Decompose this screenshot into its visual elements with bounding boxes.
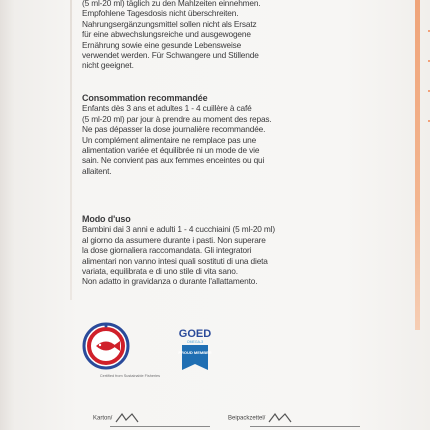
text-line: Ernährung sowie eine gesunde Lebensweise xyxy=(82,39,242,50)
text-line: für eine abwechslungsreiche und ausgewogene xyxy=(82,29,251,40)
text-line: sain. Ne convient pas aux femmes enceintes ou qui xyxy=(82,155,265,166)
goed-wordmark: GOED xyxy=(178,328,212,340)
text-line: allaitent. xyxy=(82,165,112,176)
text-line: variata, equilibrata e di uno stile di vita sano. xyxy=(82,266,238,277)
text-line: alimentari non vanno intesi quali sostituti di una dieta xyxy=(82,255,268,266)
goed-sub: OMEGA-3 xyxy=(186,340,204,344)
text-line: la dose giornaliera raccomandata. Gli integratori xyxy=(82,245,252,256)
recycling-label: Karton/ xyxy=(93,415,113,422)
text-line: Ne pas dépasser la dose journalière recommandée. xyxy=(82,124,266,135)
italian-usage-text xyxy=(82,214,412,287)
french-usage-text xyxy=(82,93,412,176)
text-line: Nahrungsergänzungsmittel sollen nicht als Ersatz xyxy=(82,18,257,29)
text-line: Non adatto in gravidanza o durante l'allattamento. xyxy=(82,276,258,287)
recycling-leaflet xyxy=(228,412,293,424)
sustainable-fisheries-logo xyxy=(82,322,130,370)
section-heading: Modo d'uso xyxy=(82,214,131,224)
recycling-label: Beipackzettel/ xyxy=(228,415,266,422)
carton-edge xyxy=(0,0,14,430)
cert-caption: Certified from Sustainable Fisheries xyxy=(99,374,161,378)
recycling-carton xyxy=(93,412,140,424)
text-line: (5 ml-20 ml) par jour à prendre au moment des repas. xyxy=(82,113,272,124)
recycling-underline xyxy=(250,426,360,427)
text-line: Un complément alimentaire ne remplace pas une xyxy=(82,134,257,145)
text-line: Bambini dai 3 anni e adulti 1 - 4 cucchiaini (5 ml-20 ml) xyxy=(82,224,275,235)
recycling-underline xyxy=(110,426,210,427)
german-usage-text xyxy=(82,0,412,71)
section-heading: Consommation recommandée xyxy=(82,93,208,103)
text-line: Enfants dès 3 ans et adultes 1 - 4 cuillère à café xyxy=(82,103,252,114)
recycle-icon xyxy=(114,412,140,424)
text-line: (5 ml-20 ml) täglich zu den Mahlzeiten einnehmen. xyxy=(82,0,261,8)
text-line: Empfohlene Tagesdosis nicht überschreiten. xyxy=(82,8,239,19)
recycle-icon xyxy=(267,412,293,424)
text-line: al giorno da assumere durante i pasti. Non superare xyxy=(82,234,266,245)
text-line: verwendet werden. Für Schwangere und Stillende xyxy=(82,50,259,61)
text-line: nicht geeignet. xyxy=(82,60,134,71)
orange-accent-stripe xyxy=(415,0,420,330)
vertical-rule xyxy=(70,0,72,300)
goed-logo xyxy=(170,326,220,372)
text-line: alimentation variée et équilibrée ni un mode de vie xyxy=(82,145,260,156)
goed-ribbon-text: PROUD MEMBER xyxy=(178,350,212,355)
